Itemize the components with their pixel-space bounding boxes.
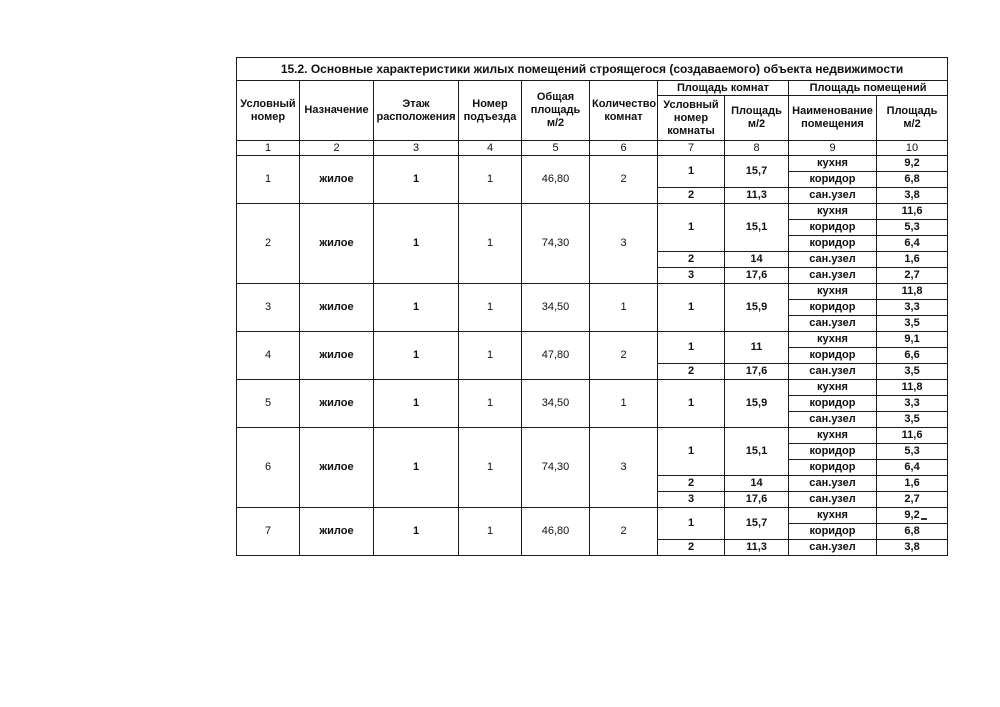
premises-name: сан.узел (789, 476, 877, 492)
premises-area: 5,3 (877, 444, 948, 460)
column-number: 1 (237, 141, 300, 156)
apartment-purpose: жилое (300, 380, 374, 428)
room-number: 2 (658, 476, 725, 492)
apartment-rooms-count: 1 (590, 380, 658, 428)
apartment-rooms-count: 2 (590, 332, 658, 380)
apartment-total-area: 46,80 (522, 156, 590, 204)
premises-area: 6,4 (877, 236, 948, 252)
premises-name: коридор (789, 172, 877, 188)
table-row (237, 156, 948, 172)
room-number: 2 (658, 364, 725, 380)
apartment-purpose: жилое (300, 204, 374, 284)
apartment-total-area: 47,80 (522, 332, 590, 380)
room-number: 2 (658, 188, 725, 204)
apartment-floor: 1 (374, 204, 459, 284)
premises-area: 11,6 (877, 428, 948, 444)
premises-area: 11,8 (877, 284, 948, 300)
premises-area: 3,3 (877, 396, 948, 412)
room-area: 11,3 (725, 188, 789, 204)
premises-area: 3,5 (877, 364, 948, 380)
apartment-total-area: 74,30 (522, 428, 590, 508)
premises-name: сан.узел (789, 364, 877, 380)
apartment-entrance: 1 (459, 284, 522, 332)
table-row (237, 508, 948, 524)
apartment-purpose: жилое (300, 156, 374, 204)
apartment-rooms-count: 2 (590, 156, 658, 204)
premises-area: 1,6 (877, 476, 948, 492)
apartment-purpose: жилое (300, 284, 374, 332)
column-number: 8 (725, 141, 789, 156)
apartment-total-area: 34,50 (522, 284, 590, 332)
table-row (237, 204, 948, 220)
premises-area: 6,6 (877, 348, 948, 364)
header-room-number: Условный номер комнаты (658, 96, 725, 141)
room-area: 11,3 (725, 540, 789, 556)
table-row (237, 380, 948, 396)
premises-area: 9,2 (877, 156, 948, 172)
table-row (237, 428, 948, 444)
premises-name: коридор (789, 300, 877, 316)
apartment-number: 4 (237, 332, 300, 380)
premises-name: кухня (789, 428, 877, 444)
header-premises-name: Наименование помещения (789, 96, 877, 141)
premises-name: коридор (789, 236, 877, 252)
header-rooms-count: Количество комнат (590, 81, 658, 141)
header-total-area: Общая площадь м/2 (522, 81, 590, 141)
apartment-entrance: 1 (459, 204, 522, 284)
room-number: 1 (658, 508, 725, 540)
room-area: 15,9 (725, 380, 789, 428)
room-number: 1 (658, 332, 725, 364)
column-number: 4 (459, 141, 522, 156)
premises-name: кухня (789, 156, 877, 172)
premises-name: коридор (789, 348, 877, 364)
premises-name: кухня (789, 508, 877, 524)
apartment-rooms-count: 1 (590, 284, 658, 332)
room-area: 15,1 (725, 204, 789, 252)
table-title: 15.2. Основные характеристики жилых помещений строящегося (создаваемого) объекта недвижимости (237, 58, 948, 81)
apartments-table (236, 57, 948, 556)
room-area: 17,6 (725, 268, 789, 284)
premises-area: 9,2 (877, 508, 948, 524)
premises-name: сан.узел (789, 188, 877, 204)
premises-name: сан.узел (789, 252, 877, 268)
premises-name: кухня (789, 380, 877, 396)
premises-name: сан.узел (789, 268, 877, 284)
premises-area: 3,5 (877, 316, 948, 332)
room-area: 17,6 (725, 492, 789, 508)
apartment-total-area: 46,80 (522, 508, 590, 556)
apartment-floor: 1 (374, 428, 459, 508)
apartment-total-area: 74,30 (522, 204, 590, 284)
apartment-number: 3 (237, 284, 300, 332)
premises-area: 6,4 (877, 460, 948, 476)
premises-area: 3,5 (877, 412, 948, 428)
apartment-rooms-count: 2 (590, 508, 658, 556)
premises-name: коридор (789, 460, 877, 476)
room-area: 15,1 (725, 428, 789, 476)
apartment-number: 1 (237, 156, 300, 204)
premises-name: сан.узел (789, 540, 877, 556)
column-number: 3 (374, 141, 459, 156)
apartment-floor: 1 (374, 380, 459, 428)
column-number: 2 (300, 141, 374, 156)
table-row (237, 332, 948, 348)
apartment-rooms-count: 3 (590, 204, 658, 284)
apartment-entrance: 1 (459, 508, 522, 556)
apartment-floor: 1 (374, 508, 459, 556)
room-number: 1 (658, 284, 725, 332)
column-number: 10 (877, 141, 948, 156)
header-premises-area-group: Площадь помещений (789, 81, 948, 96)
room-number: 1 (658, 156, 725, 188)
premises-area: 3,8 (877, 188, 948, 204)
room-number: 1 (658, 380, 725, 428)
apartment-number: 2 (237, 204, 300, 284)
room-area: 17,6 (725, 364, 789, 380)
room-number: 3 (658, 492, 725, 508)
premises-name: кухня (789, 332, 877, 348)
premises-area: 9,1 (877, 332, 948, 348)
room-area: 15,7 (725, 156, 789, 188)
apartment-total-area: 34,50 (522, 380, 590, 428)
premises-name: коридор (789, 524, 877, 540)
apartment-purpose: жилое (300, 332, 374, 380)
apartment-number: 7 (237, 508, 300, 556)
apartment-entrance: 1 (459, 332, 522, 380)
header-premises-area: Площадь м/2 (877, 96, 948, 141)
room-area: 11 (725, 332, 789, 364)
column-number: 7 (658, 141, 725, 156)
premises-area: 2,7 (877, 492, 948, 508)
apartment-entrance: 1 (459, 156, 522, 204)
room-number: 2 (658, 540, 725, 556)
column-number: 5 (522, 141, 590, 156)
header-purpose: Назначение (300, 81, 374, 141)
column-number: 6 (590, 141, 658, 156)
premises-area: 6,8 (877, 172, 948, 188)
apartment-number: 5 (237, 380, 300, 428)
room-area: 15,7 (725, 508, 789, 540)
premises-area: 11,6 (877, 204, 948, 220)
premises-name: сан.узел (789, 316, 877, 332)
premises-area: 5,3 (877, 220, 948, 236)
room-area: 14 (725, 476, 789, 492)
header-room-area-group: Площадь комнат (658, 81, 789, 96)
apartment-rooms-count: 3 (590, 428, 658, 508)
header-floor: Этаж расположения (374, 81, 459, 141)
premises-area: 3,3 (877, 300, 948, 316)
room-number: 3 (658, 268, 725, 284)
premises-name: кухня (789, 204, 877, 220)
header-conditional-number: Условный номер (237, 81, 300, 141)
premises-area: 3,8 (877, 540, 948, 556)
apartment-purpose: жилое (300, 428, 374, 508)
header-room-area: Площадь м/2 (725, 96, 789, 141)
premises-name: коридор (789, 396, 877, 412)
apartment-entrance: 1 (459, 428, 522, 508)
room-number: 2 (658, 252, 725, 268)
apartment-floor: 1 (374, 332, 459, 380)
premises-name: коридор (789, 444, 877, 460)
column-number: 9 (789, 141, 877, 156)
room-area: 15,9 (725, 284, 789, 332)
header-entrance: Номер подъезда (459, 81, 522, 141)
scan-mark (921, 518, 927, 520)
premises-name: кухня (789, 284, 877, 300)
premises-area: 11,8 (877, 380, 948, 396)
apartment-floor: 1 (374, 156, 459, 204)
apartment-floor: 1 (374, 284, 459, 332)
premises-area: 6,8 (877, 524, 948, 540)
premises-area: 1,6 (877, 252, 948, 268)
premises-name: сан.узел (789, 492, 877, 508)
room-area: 14 (725, 252, 789, 268)
apartment-number: 6 (237, 428, 300, 508)
premises-name: коридор (789, 220, 877, 236)
premises-name: сан.узел (789, 412, 877, 428)
premises-area: 2,7 (877, 268, 948, 284)
apartment-purpose: жилое (300, 508, 374, 556)
document-sheet (236, 57, 947, 556)
table-row (237, 284, 948, 300)
room-number: 1 (658, 204, 725, 252)
room-number: 1 (658, 428, 725, 476)
apartment-entrance: 1 (459, 380, 522, 428)
